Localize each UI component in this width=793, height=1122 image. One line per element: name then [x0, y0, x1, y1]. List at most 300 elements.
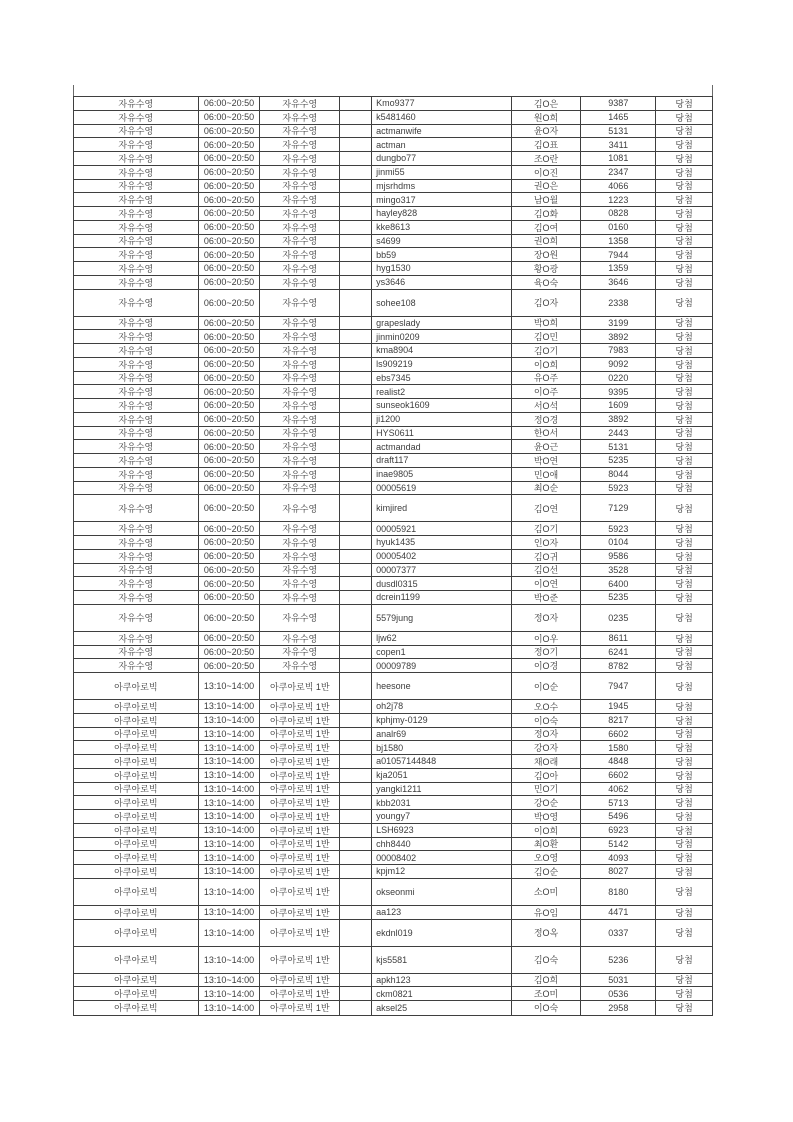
cell-user-name: 소O미 — [512, 879, 582, 905]
cell-class: 자유수영 — [260, 290, 340, 316]
cell-user-id: ckm0821 — [372, 987, 512, 1000]
cell-class: 자유수영 — [260, 97, 340, 110]
cell-user-id: ljw62 — [372, 632, 512, 645]
table-row — [74, 180, 712, 194]
table-row — [74, 440, 712, 454]
cell-program: 아쿠아로빅 — [74, 714, 199, 727]
table-row — [74, 330, 712, 344]
cell-result: 당첨 — [675, 825, 693, 836]
cell-blank — [340, 987, 372, 1000]
cell-blank — [340, 591, 372, 604]
cell-number: 0220 — [581, 372, 656, 385]
cell-user-name: 김O자 — [512, 290, 582, 316]
table-row — [74, 769, 712, 783]
cell-number: 3892 — [581, 413, 656, 426]
cell-time: 13:10~14:00 — [199, 741, 261, 754]
cell-blank — [340, 838, 372, 851]
table-row — [74, 536, 712, 550]
cell-blank — [340, 646, 372, 659]
table-row — [74, 138, 712, 152]
cell-time: 06:00~20:50 — [199, 440, 261, 453]
cell-class: 자유수영 — [260, 330, 340, 343]
cell-result: 당첨 — [675, 483, 693, 494]
cell-class: 아쿠아로빅 1반 — [260, 769, 340, 782]
cell-class: 아쿠아로빅 1반 — [260, 865, 340, 878]
cell-number: 7129 — [581, 495, 656, 521]
cell-number: 2958 — [581, 1001, 656, 1015]
cell-number: 2338 — [581, 290, 656, 316]
cell-blank — [340, 372, 372, 385]
cell-user-id: youngy7 — [372, 810, 512, 823]
table-row — [74, 591, 712, 605]
cell-class: 아쿠아로빅 1반 — [260, 987, 340, 1000]
cell-blank — [340, 180, 372, 193]
table-row — [74, 207, 712, 221]
cell-user-id: jinmi55 — [372, 166, 512, 179]
cell-class: 자유수영 — [260, 577, 340, 590]
cell-blank — [340, 482, 372, 495]
cell-result: 당첨 — [675, 701, 693, 712]
cell-program: 자유수영 — [74, 193, 199, 206]
cell-class: 자유수영 — [260, 358, 340, 371]
cell-time: 13:10~14:00 — [199, 796, 261, 809]
cell-number: 5496 — [581, 810, 656, 823]
cell-user-name: 채O래 — [512, 755, 582, 768]
cell-user-id: bj1580 — [372, 741, 512, 754]
cell-result: 당첨 — [675, 387, 693, 398]
cell-result: 당첨 — [675, 798, 693, 809]
cell-program: 자유수영 — [74, 482, 199, 495]
cell-number: 4471 — [581, 906, 656, 919]
cell-time: 06:00~20:50 — [199, 646, 261, 659]
cell-number: 7944 — [581, 248, 656, 261]
table-row — [74, 700, 712, 714]
table-row — [74, 728, 712, 742]
cell-program: 아쿠아로빅 — [74, 673, 199, 699]
cell-user-id: hayley828 — [372, 207, 512, 220]
cell-number: 8217 — [581, 714, 656, 727]
cell-program: 아쿠아로빅 — [74, 987, 199, 1000]
cell-program: 자유수영 — [74, 427, 199, 440]
cell-result: 당첨 — [675, 277, 693, 288]
cell-time: 13:10~14:00 — [199, 987, 261, 1000]
cell-blank — [340, 193, 372, 206]
cell-program: 자유수영 — [74, 385, 199, 398]
cell-user-name: 김O기 — [512, 522, 582, 535]
cell-blank — [340, 125, 372, 138]
cell-user-id: 00005402 — [372, 550, 512, 563]
cell-blank — [340, 920, 372, 946]
cell-user-name: 원O희 — [512, 111, 582, 124]
cell-time: 06:00~20:50 — [199, 632, 261, 645]
cell-user-name: 정O자 — [512, 605, 582, 631]
table-row — [74, 262, 712, 276]
cell-user-name: 이O순 — [512, 673, 582, 699]
cell-user-id: aksel25 — [372, 1001, 512, 1015]
cell-blank — [340, 741, 372, 754]
cell-program: 아쿠아로빅 — [74, 755, 199, 768]
cell-time: 06:00~20:50 — [199, 605, 261, 631]
cell-blank — [340, 454, 372, 467]
table-row — [74, 851, 712, 865]
cell-blank — [340, 550, 372, 563]
cell-result: 당첨 — [675, 345, 693, 356]
cell-user-name: 김O민 — [512, 330, 582, 343]
cell-class: 아쿠아로빅 1반 — [260, 1001, 340, 1015]
cell-number: 5131 — [581, 440, 656, 453]
table-row — [74, 248, 712, 262]
cell-class: 자유수영 — [260, 111, 340, 124]
cell-result: 당첨 — [675, 98, 693, 109]
cell-user-id: s4699 — [372, 235, 512, 248]
cell-blank — [340, 577, 372, 590]
cell-user-name: 이O주 — [512, 385, 582, 398]
cell-program: 자유수영 — [74, 235, 199, 248]
cell-time: 06:00~20:50 — [199, 385, 261, 398]
cell-program: 아쿠아로빅 — [74, 974, 199, 987]
cell-class: 자유수영 — [260, 193, 340, 206]
table-row — [74, 550, 712, 564]
cell-blank — [340, 344, 372, 357]
cell-user-name: 장O원 — [512, 248, 582, 261]
cell-time: 06:00~20:50 — [199, 564, 261, 577]
cell-user-id: kimjired — [372, 495, 512, 521]
cell-number: 0337 — [581, 920, 656, 946]
cell-program: 자유수영 — [74, 97, 199, 110]
cell-class: 자유수영 — [260, 344, 340, 357]
cell-blank — [340, 564, 372, 577]
cell-number: 2347 — [581, 166, 656, 179]
table-row — [74, 741, 712, 755]
cell-user-id: chh8440 — [372, 838, 512, 851]
table-row — [74, 838, 712, 852]
cell-number: 5923 — [581, 482, 656, 495]
cell-result: 당첨 — [675, 729, 693, 740]
cell-user-name: 김O연 — [512, 495, 582, 521]
cell-user-name: 김O숙 — [512, 947, 582, 973]
cell-blank — [340, 659, 372, 672]
cell-user-name: 최O순 — [512, 482, 582, 495]
cell-user-id: draft117 — [372, 454, 512, 467]
cell-user-id: mjsrhdms — [372, 180, 512, 193]
cell-program: 자유수영 — [74, 522, 199, 535]
cell-number: 0104 — [581, 536, 656, 549]
cell-number: 6241 — [581, 646, 656, 659]
cell-time: 13:10~14:00 — [199, 906, 261, 919]
cell-time: 06:00~20:50 — [199, 290, 261, 316]
cell-result: 당첨 — [675, 153, 693, 164]
cell-time: 13:10~14:00 — [199, 728, 261, 741]
cell-time: 06:00~20:50 — [199, 591, 261, 604]
cell-result: 당첨 — [675, 373, 693, 384]
cell-program: 자유수영 — [74, 166, 199, 179]
cell-number: 8180 — [581, 879, 656, 905]
cell-program: 아쿠아로빅 — [74, 741, 199, 754]
cell-result: 당첨 — [675, 112, 693, 123]
cell-program: 자유수영 — [74, 632, 199, 645]
cell-result: 당첨 — [675, 359, 693, 370]
cell-program: 자유수영 — [74, 413, 199, 426]
cell-user-id: mingo317 — [372, 193, 512, 206]
cell-number: 7983 — [581, 344, 656, 357]
cell-class: 자유수영 — [260, 235, 340, 248]
cell-time: 06:00~20:50 — [199, 536, 261, 549]
cell-number: 0235 — [581, 605, 656, 631]
cell-number: 8782 — [581, 659, 656, 672]
cell-blank — [340, 495, 372, 521]
cell-time: 13:10~14:00 — [199, 673, 261, 699]
results-table — [73, 96, 713, 1016]
cell-program: 자유수영 — [74, 550, 199, 563]
page-break-border-stub-right — [712, 85, 713, 96]
cell-number: 4066 — [581, 180, 656, 193]
cell-class: 아쿠아로빅 1반 — [260, 728, 340, 741]
cell-user-id: kma8904 — [372, 344, 512, 357]
cell-time: 13:10~14:00 — [199, 879, 261, 905]
cell-time: 06:00~20:50 — [199, 468, 261, 481]
cell-blank — [340, 290, 372, 316]
cell-class: 자유수영 — [260, 564, 340, 577]
cell-user-id: ji1200 — [372, 413, 512, 426]
cell-time: 13:10~14:00 — [199, 810, 261, 823]
cell-program: 아쿠아로빅 — [74, 810, 199, 823]
cell-number: 5923 — [581, 522, 656, 535]
cell-user-name: 이O숙 — [512, 1001, 582, 1015]
cell-time: 13:10~14:00 — [199, 920, 261, 946]
cell-program: 자유수영 — [74, 536, 199, 549]
cell-number: 5131 — [581, 125, 656, 138]
cell-number: 1580 — [581, 741, 656, 754]
cell-class: 자유수영 — [260, 482, 340, 495]
cell-program: 자유수영 — [74, 262, 199, 275]
cell-user-name: 박O영 — [512, 810, 582, 823]
cell-class: 자유수영 — [260, 276, 340, 289]
cell-user-name: 김O순 — [512, 865, 582, 878]
cell-time: 06:00~20:50 — [199, 522, 261, 535]
cell-blank — [340, 468, 372, 481]
cell-user-name: 정O경 — [512, 413, 582, 426]
cell-program: 자유수영 — [74, 180, 199, 193]
page-break-border-stub-left — [73, 85, 74, 96]
cell-user-name: 박O희 — [512, 317, 582, 330]
cell-result: 당첨 — [675, 428, 693, 439]
cell-result: 당첨 — [675, 715, 693, 726]
cell-time: 06:00~20:50 — [199, 235, 261, 248]
cell-number: 1358 — [581, 235, 656, 248]
cell-program: 아쿠아로빅 — [74, 728, 199, 741]
cell-result: 당첨 — [675, 907, 693, 918]
cell-blank — [340, 824, 372, 837]
cell-result: 당첨 — [675, 770, 693, 781]
cell-number: 9387 — [581, 97, 656, 110]
cell-program: 자유수영 — [74, 399, 199, 412]
cell-program: 자유수영 — [74, 495, 199, 521]
cell-class: 아쿠아로빅 1반 — [260, 755, 340, 768]
cell-blank — [340, 166, 372, 179]
cell-number: 2443 — [581, 427, 656, 440]
cell-time: 06:00~20:50 — [199, 482, 261, 495]
cell-user-name: 서O석 — [512, 399, 582, 412]
cell-program: 자유수영 — [74, 207, 199, 220]
cell-user-name: 정O자 — [512, 728, 582, 741]
cell-user-id: dcrein1199 — [372, 591, 512, 604]
cell-user-id: a01057144848 — [372, 755, 512, 768]
cell-class: 자유수영 — [260, 522, 340, 535]
cell-number: 3411 — [581, 138, 656, 151]
cell-result: 당첨 — [675, 400, 693, 411]
cell-user-name: 유O임 — [512, 906, 582, 919]
cell-class: 자유수영 — [260, 468, 340, 481]
cell-class: 자유수영 — [260, 207, 340, 220]
cell-blank — [340, 851, 372, 864]
cell-user-id: kbb2031 — [372, 796, 512, 809]
cell-user-name: 박O연 — [512, 454, 582, 467]
cell-class: 아쿠아로빅 1반 — [260, 796, 340, 809]
cell-time: 06:00~20:50 — [199, 577, 261, 590]
cell-class: 자유수영 — [260, 632, 340, 645]
cell-number: 5236 — [581, 947, 656, 973]
cell-program: 아쿠아로빅 — [74, 947, 199, 973]
cell-time: 06:00~20:50 — [199, 166, 261, 179]
cell-user-name: 박O준 — [512, 591, 582, 604]
cell-user-id: 00008402 — [372, 851, 512, 864]
table-row — [74, 495, 712, 522]
cell-result: 당첨 — [675, 126, 693, 137]
cell-result: 당첨 — [675, 318, 693, 329]
cell-number: 1609 — [581, 399, 656, 412]
cell-program: 아쿠아로빅 — [74, 865, 199, 878]
cell-user-name: 권O희 — [512, 235, 582, 248]
cell-program: 자유수영 — [74, 454, 199, 467]
cell-program: 아쿠아로빅 — [74, 879, 199, 905]
cell-user-name: 이O희 — [512, 358, 582, 371]
cell-user-id: kpjm12 — [372, 865, 512, 878]
cell-blank — [340, 700, 372, 713]
cell-user-id: dusdl0315 — [372, 577, 512, 590]
cell-blank — [340, 673, 372, 699]
cell-blank — [340, 783, 372, 796]
cell-class: 아쿠아로빅 1반 — [260, 714, 340, 727]
cell-number: 5031 — [581, 974, 656, 987]
cell-user-id: ebs7345 — [372, 372, 512, 385]
cell-class: 아쿠아로빅 1반 — [260, 851, 340, 864]
cell-user-name: 김O화 — [512, 207, 582, 220]
cell-program: 아쿠아로빅 — [74, 783, 199, 796]
cell-user-id: actmandad — [372, 440, 512, 453]
cell-blank — [340, 906, 372, 919]
cell-number: 9395 — [581, 385, 656, 398]
cell-number: 1465 — [581, 111, 656, 124]
cell-program: 아쿠아로빅 — [74, 824, 199, 837]
table-row — [74, 372, 712, 386]
cell-blank — [340, 248, 372, 261]
cell-number: 5142 — [581, 838, 656, 851]
cell-number: 1359 — [581, 262, 656, 275]
cell-time: 13:10~14:00 — [199, 824, 261, 837]
cell-class: 아쿠아로빅 1반 — [260, 947, 340, 973]
cell-user-id: grapeslady — [372, 317, 512, 330]
cell-time: 06:00~20:50 — [199, 399, 261, 412]
cell-result: 당첨 — [675, 579, 693, 590]
cell-program: 자유수영 — [74, 344, 199, 357]
table-row — [74, 632, 712, 646]
cell-user-name: 오O수 — [512, 700, 582, 713]
cell-time: 06:00~20:50 — [199, 372, 261, 385]
cell-class: 자유수영 — [260, 591, 340, 604]
cell-user-id: 00005921 — [372, 522, 512, 535]
cell-user-name: 강O순 — [512, 796, 582, 809]
cell-time: 13:10~14:00 — [199, 700, 261, 713]
cell-time: 06:00~20:50 — [199, 495, 261, 521]
cell-result: 당첨 — [675, 853, 693, 864]
cell-program: 자유수영 — [74, 290, 199, 316]
cell-class: 아쿠아로빅 1반 — [260, 879, 340, 905]
cell-program: 자유수영 — [74, 221, 199, 234]
cell-blank — [340, 111, 372, 124]
cell-class: 자유수영 — [260, 605, 340, 631]
cell-blank — [340, 796, 372, 809]
cell-result: 당첨 — [675, 839, 693, 850]
cell-blank — [340, 413, 372, 426]
cell-result: 당첨 — [675, 222, 693, 233]
cell-class: 자유수영 — [260, 536, 340, 549]
cell-user-id: dungbo77 — [372, 152, 512, 165]
cell-user-name: 오O영 — [512, 851, 582, 864]
table-row — [74, 399, 712, 413]
cell-blank — [340, 427, 372, 440]
cell-blank — [340, 276, 372, 289]
cell-class: 아쿠아로빅 1반 — [260, 783, 340, 796]
table-row — [74, 125, 712, 139]
cell-time: 13:10~14:00 — [199, 947, 261, 973]
cell-program: 자유수영 — [74, 440, 199, 453]
cell-time: 13:10~14:00 — [199, 769, 261, 782]
cell-class: 자유수영 — [260, 659, 340, 672]
cell-user-name: 김O기 — [512, 344, 582, 357]
cell-program: 자유수영 — [74, 605, 199, 631]
cell-program: 아쿠아로빅 — [74, 1001, 199, 1015]
cell-program: 자유수영 — [74, 659, 199, 672]
cell-blank — [340, 1001, 372, 1015]
cell-blank — [340, 769, 372, 782]
cell-user-id: realist2 — [372, 385, 512, 398]
cell-user-name: 이O우 — [512, 632, 582, 645]
cell-user-id: 00005619 — [372, 482, 512, 495]
cell-program: 자유수영 — [74, 358, 199, 371]
cell-blank — [340, 97, 372, 110]
cell-result: 당첨 — [675, 208, 693, 219]
cell-number: 6400 — [581, 577, 656, 590]
cell-user-name: 황O광 — [512, 262, 582, 275]
table-row — [74, 974, 712, 988]
cell-result: 당첨 — [675, 756, 693, 767]
table-row — [74, 577, 712, 591]
table-row — [74, 659, 712, 673]
cell-number: 0828 — [581, 207, 656, 220]
cell-number: 6602 — [581, 769, 656, 782]
table-row — [74, 344, 712, 358]
cell-user-name: 이O희 — [512, 824, 582, 837]
table-row — [74, 290, 712, 317]
cell-blank — [340, 865, 372, 878]
cell-result: 당첨 — [675, 565, 693, 576]
cell-result: 당첨 — [675, 503, 693, 514]
cell-program: 자유수영 — [74, 317, 199, 330]
cell-blank — [340, 440, 372, 453]
cell-blank — [340, 152, 372, 165]
cell-result: 당첨 — [675, 537, 693, 548]
table-row — [74, 522, 712, 536]
